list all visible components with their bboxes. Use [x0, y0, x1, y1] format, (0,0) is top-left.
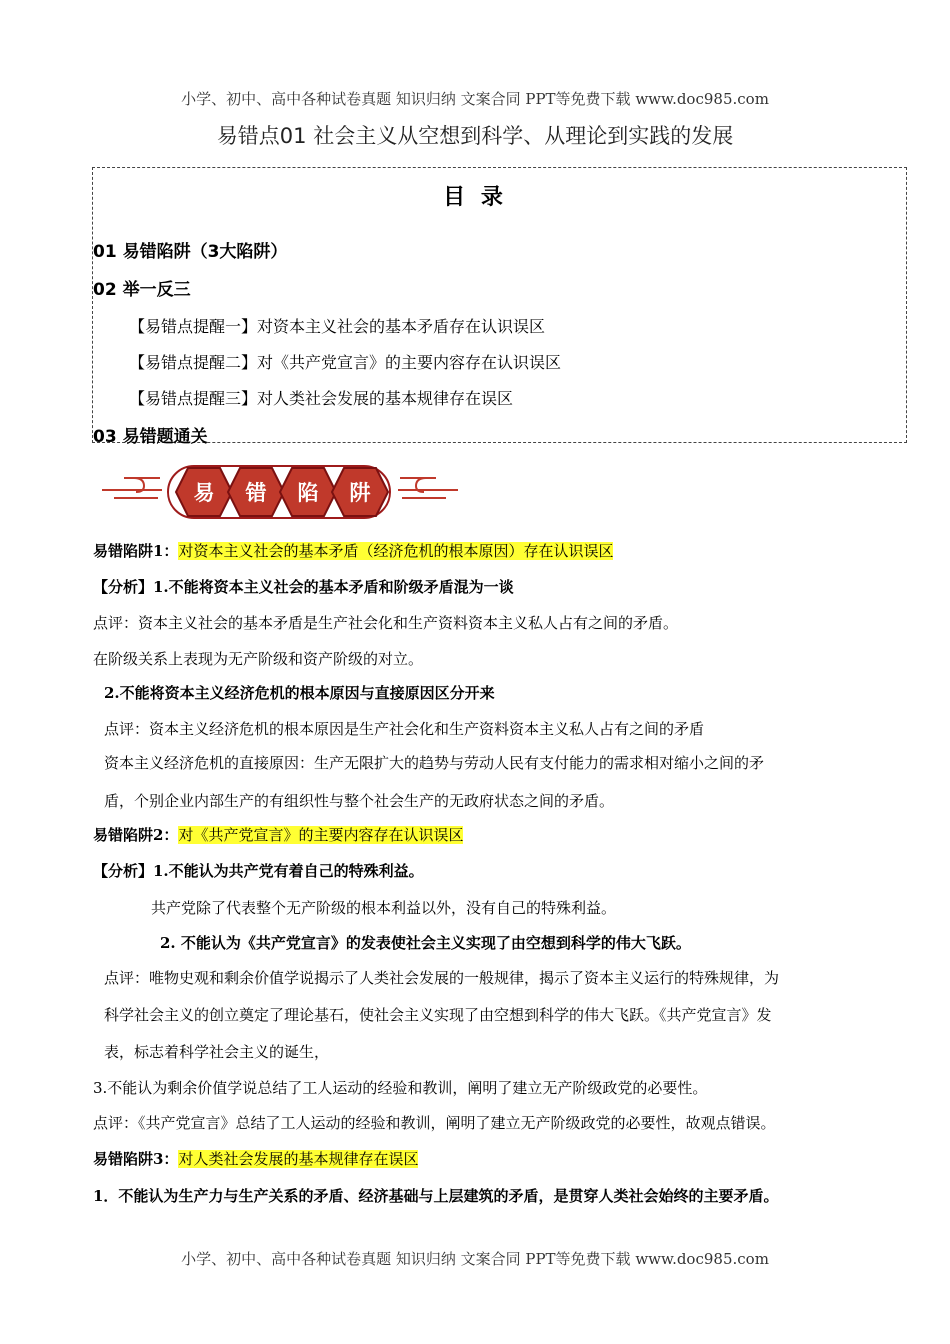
trap2-comment-2: 点评：唯物史观和剩余价值学说揭示了人类社会发展的一般规律，揭示了资本主义运行的特殊规律，为: [104, 969, 780, 987]
toc-item-3: 【易错点提醒三】对人类社会发展的基本规律存在误区: [129, 389, 514, 408]
trap2-analysis-1: 【分析】1.不能认为共产党有着自己的特殊利益。: [93, 862, 424, 880]
trap1-heading: [93, 540, 613, 561]
banner-char-2: 错: [245, 481, 267, 505]
trap1-comment-1: 点评：资本主义社会的基本矛盾是生产社会化和生产资料资本主义私人占有之间的矛盾。: [93, 614, 679, 632]
trap1-comment-2b: 资本主义经济危机的直接原因：生产无限扩大的趋势与劳动人民有支付能力的需求相对缩小之间的矛: [104, 754, 765, 772]
section-banner: [100, 460, 460, 524]
trap2-topic: 对《共产党宣言》的主要内容存在认识误区: [178, 826, 464, 844]
trap2-comment-1: 共产党除了代表整个无产阶级的根本利益以外，没有自己的特殊利益。: [151, 899, 617, 917]
trap2-analysis-2: 2. 不能认为《共产党宣言》的发表使社会主义实现了由空想到科学的伟大飞跃。: [160, 934, 691, 952]
page-header: 小学、初中、高中各种试卷真题 知识归纳 文案合同 PPT等免费下载 www.doc985.com: [181, 90, 769, 108]
trap2-comment-2c: 表，标志着科学社会主义的诞生，: [104, 1043, 330, 1061]
trap2-comment-2b: 科学社会主义的创立奠定了理论基石，使社会主义实现了由空想到科学的伟大飞跃。《共产党宣言》发: [104, 1006, 772, 1024]
toc-section-1: 01 易错陷阱（3大陷阱）: [93, 242, 288, 262]
trap3-heading: [93, 1148, 418, 1169]
trap1-label: 易错陷阱1：: [93, 542, 179, 560]
document-title: 易错点01 社会主义从空想到科学、从理论到实践的发展: [216, 124, 734, 148]
trap2-label: 易错陷阱2：: [93, 826, 179, 844]
trap1-comment-2: 点评：资本主义经济危机的根本原因是生产社会化和生产资料资本主义私人占有之间的矛盾: [104, 720, 705, 738]
trap2-analysis-3: 3.不能认为剩余价值学说总结了工人运动的经验和教训，阐明了建立无产阶级政党的必要性。: [93, 1079, 708, 1097]
banner-char-3: 陷: [297, 481, 319, 505]
trap2-comment-3: 点评：《共产党宣言》总结了工人运动的经验和教训，阐明了建立无产阶级政党的必要性，故观点错误。: [93, 1114, 776, 1132]
trap3-analysis-1: 1．不能认为生产力与生产关系的矛盾、经济基础与上层建筑的矛盾，是贯穿人类社会始终的主要矛盾。: [93, 1187, 779, 1205]
toc-item-1: 【易错点提醒一】对资本主义社会的基本矛盾存在认识误区: [129, 317, 546, 336]
trap1-topic: 对资本主义社会的基本矛盾（经济危机的根本原因）存在认识误区: [178, 542, 614, 560]
toc-section-2: 02 举一反三: [93, 280, 191, 300]
trap1-analysis-2: 2.不能将资本主义经济危机的根本原因与直接原因区分开来: [104, 684, 495, 702]
banner-left-ornament: [102, 478, 162, 498]
trap1-comment-1b: 在阶级关系上表现为无产阶级和资产阶级的对立。: [93, 650, 424, 668]
toc-item-2: 【易错点提醒二】对《共产党宣言》的主要内容存在认识误区: [129, 353, 562, 372]
toc-section-3: 03 易错题通关: [93, 427, 208, 447]
page-footer: 小学、初中、高中各种试卷真题 知识归纳 文案合同 PPT等免费下载 www.doc985.com: [181, 1250, 769, 1268]
toc-heading: 目 录: [443, 185, 507, 210]
trap3-label: 易错陷阱3：: [93, 1150, 179, 1168]
banner-char-1: 易: [193, 481, 215, 505]
trap1-comment-2c: 盾，个别企业内部生产的有组织性与整个社会生产的无政府状态之间的矛盾。: [104, 792, 615, 810]
banner-char-4: 阱: [349, 481, 371, 505]
banner-right-ornament: [398, 478, 458, 498]
trap2-heading: [93, 824, 463, 845]
trap3-topic: 对人类社会发展的基本规律存在误区: [178, 1150, 419, 1168]
trap1-analysis-1: 【分析】1.不能将资本主义社会的基本矛盾和阶级矛盾混为一谈: [93, 578, 514, 596]
